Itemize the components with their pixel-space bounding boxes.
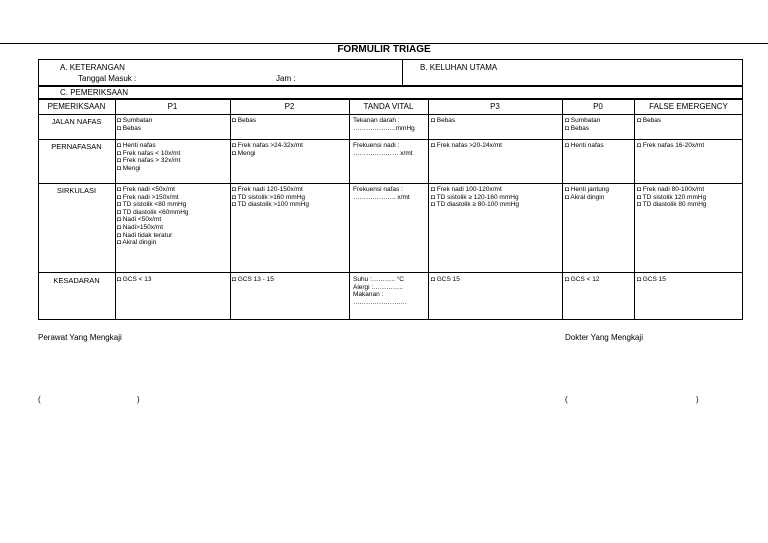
cell-line: ◘ GCS 15 — [431, 276, 460, 283]
cell-line: ◘ TD sistolik <80 mmHg — [117, 201, 187, 209]
col-divider — [349, 99, 350, 320]
cell-p3 — [431, 186, 519, 209]
row-divider — [38, 114, 743, 115]
cell-line: ◘ TD diastolik >100 mmHg — [232, 201, 309, 209]
cell-line: ◘ Frek nafas >24-32x/mt — [232, 142, 303, 149]
cell-p0 — [565, 186, 609, 201]
cell-line: Tekanan darah : — [353, 117, 400, 124]
cell-false-emergency — [637, 142, 704, 150]
cell-line: ◘ Mengi — [117, 164, 141, 172]
col-divider — [115, 99, 116, 320]
cell-line: ◘ TD sistolik ≥ 120-160 mmHg — [431, 193, 519, 201]
cell-p3 — [431, 142, 502, 150]
cell-line: ◘ Frek nafas < 10x/mt — [117, 149, 181, 157]
cell-tanda-vital — [353, 117, 415, 132]
cell-line: ◘ TD diastolik <60mmHg — [117, 208, 189, 216]
cell-tanda-vital — [353, 186, 410, 201]
cell-p2 — [232, 186, 309, 209]
col-divider — [428, 99, 429, 320]
cell-line: ◘ Sumbatan — [117, 117, 153, 124]
header-tanda-vital: TANDA VITAL — [363, 102, 414, 111]
cell-line: ◘ Akral dingin — [565, 193, 605, 201]
cell-p1 — [117, 117, 152, 132]
cell-line: ◘ Bebas — [565, 124, 590, 132]
row-label-kesadaran: KESADARAN — [53, 276, 100, 285]
dokter-label: Dokter Yang Mengkaji — [565, 333, 643, 342]
header-p3: P3 — [490, 102, 500, 111]
cell-p0 — [565, 142, 604, 150]
header-p1: P1 — [167, 102, 178, 111]
cell-p0 — [565, 117, 600, 132]
tanggal-masuk-label: Tanggal Masuk : — [78, 74, 137, 83]
header-false-emergency: FALSE EMERGENCY — [649, 102, 728, 111]
col-divider — [562, 99, 563, 320]
section-c-box — [38, 86, 743, 99]
cell-line: Frekuensi nafas : — [353, 186, 403, 193]
col-divider — [230, 99, 231, 320]
info-divider — [402, 59, 403, 86]
perawat-sign-open: ( — [38, 395, 41, 404]
perawat-sign-close: ) — [137, 395, 140, 404]
cell-line: ……………….. x/mt — [353, 193, 410, 201]
section-a-label: A. KETERANGAN — [60, 63, 125, 72]
col-divider — [634, 99, 635, 320]
cell-line: ◘ Akral dingin — [117, 239, 157, 247]
cell-line: ◘ Henti jantung — [565, 186, 610, 193]
cell-line: ◘ Frek nafas > 32x/mt — [117, 157, 181, 165]
cell-tanda-vital — [353, 142, 413, 157]
header-pemeriksaan: PEMERIKSAAN — [47, 102, 106, 111]
info-box — [38, 59, 743, 86]
cell-line: Makanan : — [353, 291, 384, 299]
cell-line: ◘ Frek nadi 100-120x/mt — [431, 186, 502, 193]
section-c-label: C. PEMERIKSAAN — [60, 88, 129, 97]
cell-line: Alergi :………….. — [353, 283, 403, 291]
cell-line: ◘ Bebas — [232, 117, 257, 124]
row-divider — [38, 183, 743, 184]
section-b-label: B. KELUHAN UTAMA — [420, 63, 498, 72]
cell-line: ◘ Frek nadi <50x/mt — [117, 186, 175, 193]
row-divider — [38, 139, 743, 140]
cell-line: ◘ Mengi — [232, 149, 256, 157]
row-label-jalan-nafas: JALAN NAFAS — [51, 117, 102, 126]
row-divider — [38, 272, 743, 273]
cell-line: Suhu :……….. °C — [353, 276, 405, 283]
cell-line: Frekuensi nadi : — [353, 142, 400, 149]
jam-label: Jam : — [276, 74, 296, 83]
cell-line: ……………………. — [353, 298, 407, 306]
cell-line: ◘ GCS 13 - 15 — [232, 276, 274, 283]
cell-line: ………………… x/mt — [353, 149, 413, 157]
cell-line: ◘ Henti nafas — [565, 142, 604, 149]
cell-p2 — [232, 117, 256, 125]
cell-line: ◘ TD diastolik 80 mmHg — [637, 201, 707, 209]
cell-false-emergency — [637, 276, 666, 284]
cell-line: ◘ Frek nafas 16-20x/mt — [637, 142, 705, 149]
cell-line: ………………..mmHg — [353, 124, 415, 132]
cell-line: ◘ Bebas — [431, 117, 456, 124]
cell-line: ◘ Frek nafas >20-24x/mt — [431, 142, 502, 149]
header-p2: P2 — [284, 102, 295, 111]
cell-line: ◘ GCS < 12 — [565, 276, 600, 283]
form-title: FORMULIR TRIAGE — [337, 44, 431, 55]
cell-line: ◘ TD diastolik ≥ 80-100 mmHg — [431, 201, 519, 209]
cell-line: ◘ Frek nadi >150x/mt — [117, 193, 179, 201]
cell-p0 — [565, 276, 599, 284]
cell-line: ◘ GCS < 13 — [117, 276, 152, 283]
dokter-sign-open: ( — [565, 395, 568, 404]
cell-line: ◘ Nadi <50x/mt — [117, 216, 162, 224]
cell-line: ◘ Bebas — [117, 124, 142, 132]
row-label-sirkulasi: SIRKULASI — [56, 186, 97, 195]
cell-p2 — [232, 276, 274, 284]
header-p0: P0 — [593, 102, 603, 111]
cell-tanda-vital — [353, 276, 407, 306]
dokter-sign-close: ) — [696, 395, 699, 404]
row-label-pernafasan: PERNAFASAN — [51, 142, 102, 151]
cell-line: ◘ TD sistolik >160 mmHg — [232, 193, 305, 201]
cell-line: ◘ Nadi>150x/mt — [117, 223, 164, 231]
cell-false-emergency — [637, 186, 707, 209]
cell-p3 — [431, 117, 455, 125]
cell-line: ◘ TD sistolik 120 mmHg — [637, 193, 707, 201]
cell-line: ◘ Frek nadi 120-150x/mt — [232, 186, 303, 193]
cell-line: ◘ Henti nafas — [117, 142, 156, 149]
cell-p3 — [431, 276, 460, 284]
perawat-label: Perawat Yang Mengkaji — [38, 333, 122, 342]
cell-line: ◘ Bebas — [637, 117, 662, 124]
cell-p1 — [117, 276, 151, 284]
cell-p1 — [117, 142, 180, 172]
cell-p2 — [232, 142, 303, 157]
cell-false-emergency — [637, 117, 661, 125]
cell-p1 — [117, 186, 189, 247]
cell-line: ◘ Nadi tidak teratur — [117, 231, 173, 239]
cell-line: ◘ GCS 15 — [637, 276, 666, 283]
cell-line: ◘ Frek nadi 80-100x/mt — [637, 186, 705, 193]
cell-line: ◘ Sumbatan — [565, 117, 601, 124]
